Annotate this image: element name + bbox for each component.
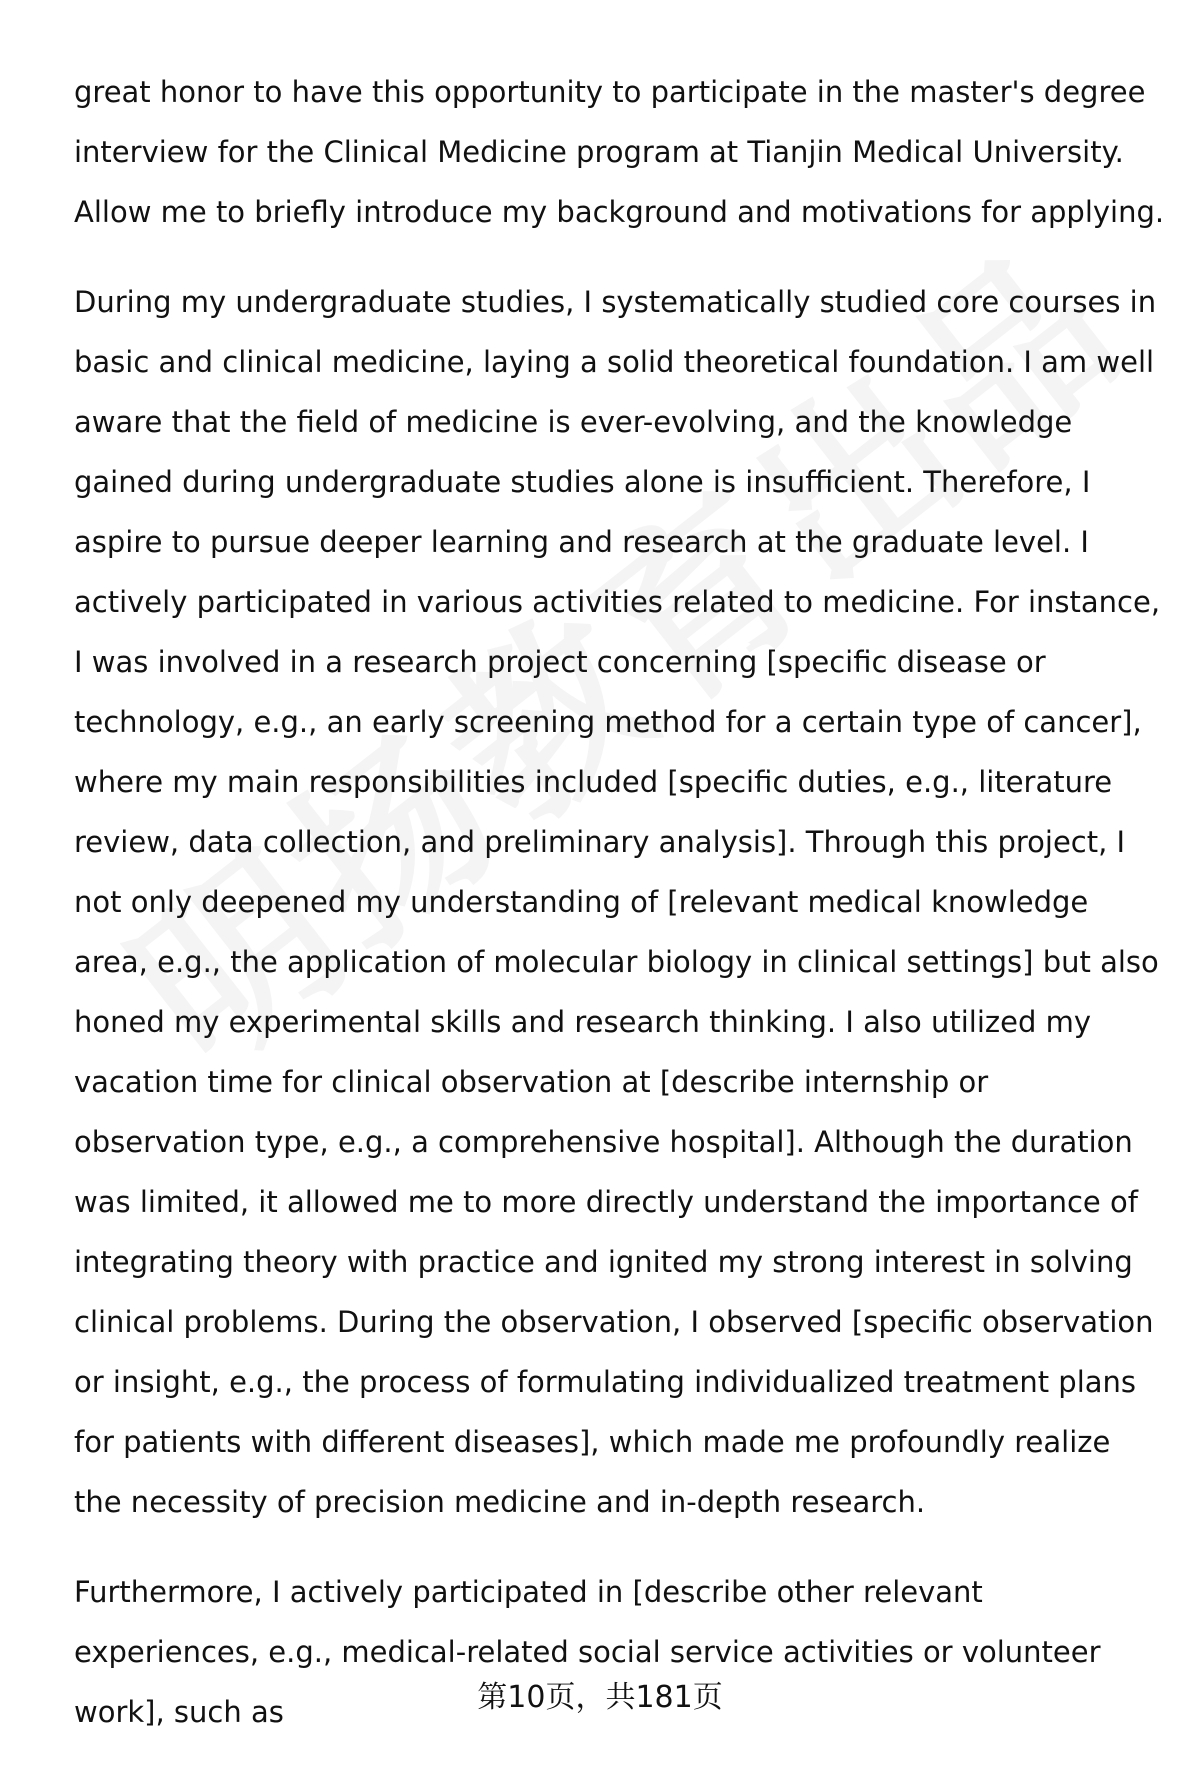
- page-number-footer: 第10页，共181页: [477, 1680, 723, 1715]
- paragraph-2: During my undergraduate studies, I systematically studied core courses in basic and clinical medicine, laying a solid theoretical foundation. I am well aware that the field of medicine is ever-evolving, and the knowledge gained during undergraduate studies alone is insufficient. Therefore, I aspire to pursue deeper learning and research at the graduate level. I actively participated in various activities related to medicine. For instance, I was involved in a research project concerning [specific disease or technology, e.g., an early screening method for a certain type of cancer], where my main responsibilities included [specific duties, e.g., literature review, data collection, and preliminary analysis]. Through this project, I not only deepened my understanding of [relevant medical knowledge area, e.g., the application of molecular biology in clinical settings] but also honed my experimental skills and research thinking. I also utilized my vacation time for clinical observation at [describe internship or observation type, e.g., a comprehensive hospital]. Although the duration was limited, it allowed me to more directly understand the importance of integrating theory with practice and ignited my strong interest in solving clinical problems. During the observation, I observed [specific observation or insight, e.g., the process of formulating individualized treatment plans for patients with different diseases], which made me profoundly realize the necessity of precision medicine and in-depth research.: [74, 285, 1161, 1519]
- paragraph-1: great honor to have this opportunity to participate in the master's degree interview for the Clinical Medicine program at Tianjin Medical University. Allow me to briefly introduce my background and motivations for applying.: [74, 75, 1165, 229]
- paragraph-3: Furthermore, I actively participated in [describe other relevant experiences, e.g., medical-related social service activities or volunteer work], such as: [74, 1575, 1101, 1729]
- document-page: [74, 62, 1166, 1772]
